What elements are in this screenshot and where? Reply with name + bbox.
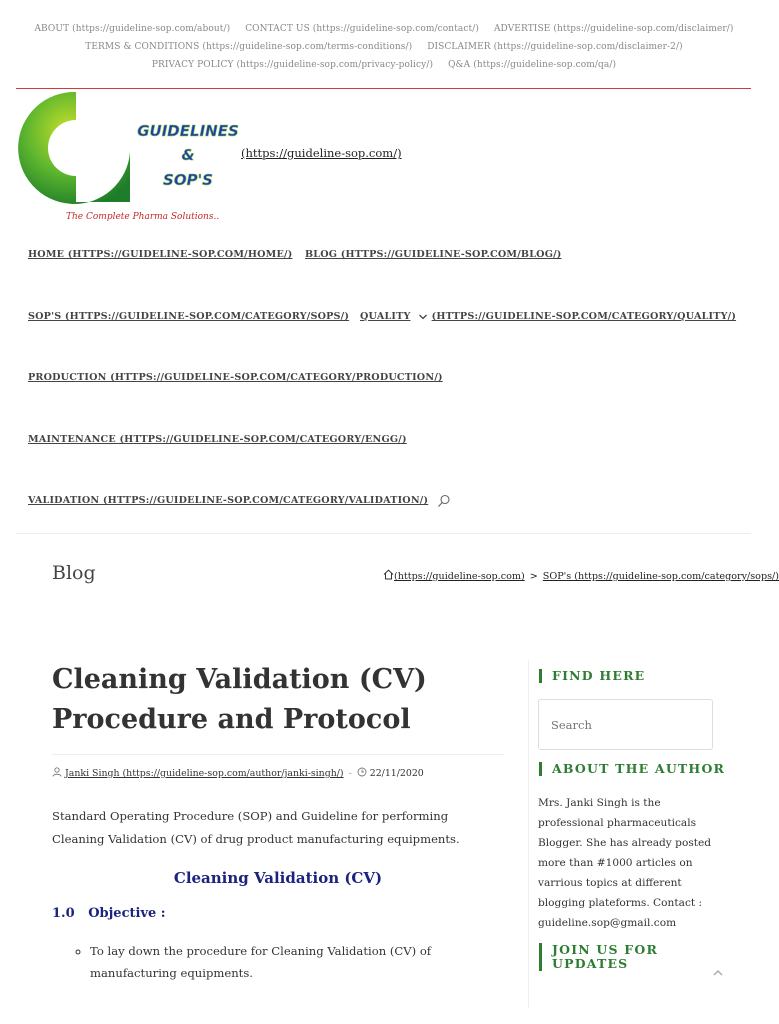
top-nav-disclaimer-link[interactable]: DISCLAIMER (https://guideline-sop.com/disclaimer-2/) [427, 42, 683, 52]
chevron-down-icon [418, 313, 428, 321]
top-nav-about-link[interactable]: ABOUT (https://guideline-sop.com/about/) [34, 24, 231, 34]
meta-divider [52, 754, 504, 755]
top-nav-advertise-link[interactable]: ADVERTISE (https://guideline-sop.com/disclaimer/) [493, 24, 734, 34]
section-heading: Cleaning Validation (CV) [173, 869, 383, 887]
article-meta [52, 767, 424, 779]
top-nav-divider [16, 88, 751, 89]
nav-validation[interactable]: VALIDATION (HTTPS://GUIDELINE-SOP.COM/CATEGORY/VALIDATION/) [28, 495, 429, 506]
breadcrumb-current-link[interactable]: SOP's (https://guideline-sop.com/category/sops/) [542, 571, 779, 582]
clock-icon [357, 767, 367, 777]
author-link[interactable]: Janki Singh (https://guideline-sop.com/author/janki-singh/) [65, 768, 344, 779]
nav-quality-label: QUALITY [360, 311, 411, 322]
site-logo[interactable] [18, 90, 242, 224]
page-title: Blog [52, 562, 96, 584]
nav-sops[interactable]: SOP'S (HTTPS://GUIDELINE-SOP.COM/CATEGORY/SOPS/) [28, 311, 350, 322]
nav-maintenance[interactable]: MAINTENANCE (HTTPS://GUIDELINE-SOP.COM/CATEGORY/ENGG/) [28, 434, 407, 445]
logo-text-ampersand: & [181, 146, 195, 164]
article-title: Cleaning Validation (CV) Procedure and Protocol [52, 664, 427, 735]
breadcrumb-home-link[interactable]: (https://guideline-sop.com) [394, 571, 525, 582]
top-nav-privacy-link[interactable]: PRIVACY POLICY (https://guideline-sop.com/privacy-policy/) [151, 60, 434, 70]
top-nav-row-1 [0, 20, 768, 38]
objective-heading: 1.0 Objective : [52, 906, 166, 921]
top-nav-qa-link[interactable]: Q&A (https://guideline-sop.com/qa/) [448, 60, 617, 70]
about-author-text: Mrs. Janki Singh is the professional pharmaceuticals Blogger. She has already posted more than #1000 articles on varrious topics at different blogging plateforms. Contact : guideline.sop@gmail.com [538, 797, 712, 929]
home-icon[interactable] [383, 569, 394, 580]
logo-text-sops: SOP'S [163, 171, 213, 189]
logo-home-link[interactable]: (https://guideline-sop.com/) [241, 146, 402, 160]
user-icon [52, 767, 62, 777]
top-nav-terms-link[interactable]: TERMS & CONDITIONS (https://guideline-sop.com/terms-conditions/) [85, 42, 413, 52]
top-nav-contact-link[interactable]: CONTACT US (https://guideline-sop.com/contact/) [245, 24, 479, 34]
nav-blog[interactable]: BLOG (HTTPS://GUIDELINE-SOP.COM/BLOG/) [305, 249, 562, 260]
sidebar-divider [528, 660, 529, 1008]
search-input[interactable] [538, 699, 713, 750]
breadcrumb-separator: > [529, 571, 538, 582]
header-divider [16, 533, 751, 534]
nav-home[interactable]: HOME (HTTPS://GUIDELINE-SOP.COM/HOME/) [28, 249, 293, 260]
top-navigation [0, 20, 768, 74]
logo-text-guidelines: GUIDELINES [137, 122, 239, 140]
nav-production[interactable]: PRODUCTION (HTTPS://GUIDELINE-SOP.COM/CATEGORY/PRODUCTION/) [28, 372, 443, 383]
list-item: ◦ To lay down the procedure for Cleaning Validation (CV) of manufacturing equipments. [90, 940, 510, 984]
logo-ring-hole [48, 120, 104, 176]
objective-list [70, 940, 510, 984]
publish-date: 22/11/2020 [369, 768, 424, 779]
nav-quality[interactable] [360, 311, 736, 322]
sidebar-heading-find: FIND HERE [539, 669, 645, 683]
logo-tagline: The Complete Pharma Solutions.. [66, 212, 220, 222]
search-icon[interactable] [437, 494, 451, 508]
chevron-up-icon[interactable] [711, 966, 725, 980]
breadcrumb [383, 569, 779, 582]
sidebar-heading-about: ABOUT THE AUTHOR [539, 762, 725, 776]
nav-quality-url: (HTTPS://GUIDELINE-SOP.COM/CATEGORY/QUALITY/) [431, 311, 737, 322]
top-nav-row-3 [0, 56, 768, 74]
top-nav-row-2 [0, 38, 768, 56]
article-intro: Standard Operating Procedure (SOP) and Guideline for performing Cleaning Validation (CV) of drug product manufacturing equipments. [52, 809, 460, 846]
sidebar-heading-join: JOIN US FOR UPDATES [539, 943, 672, 971]
meta-separator: - [348, 768, 352, 779]
